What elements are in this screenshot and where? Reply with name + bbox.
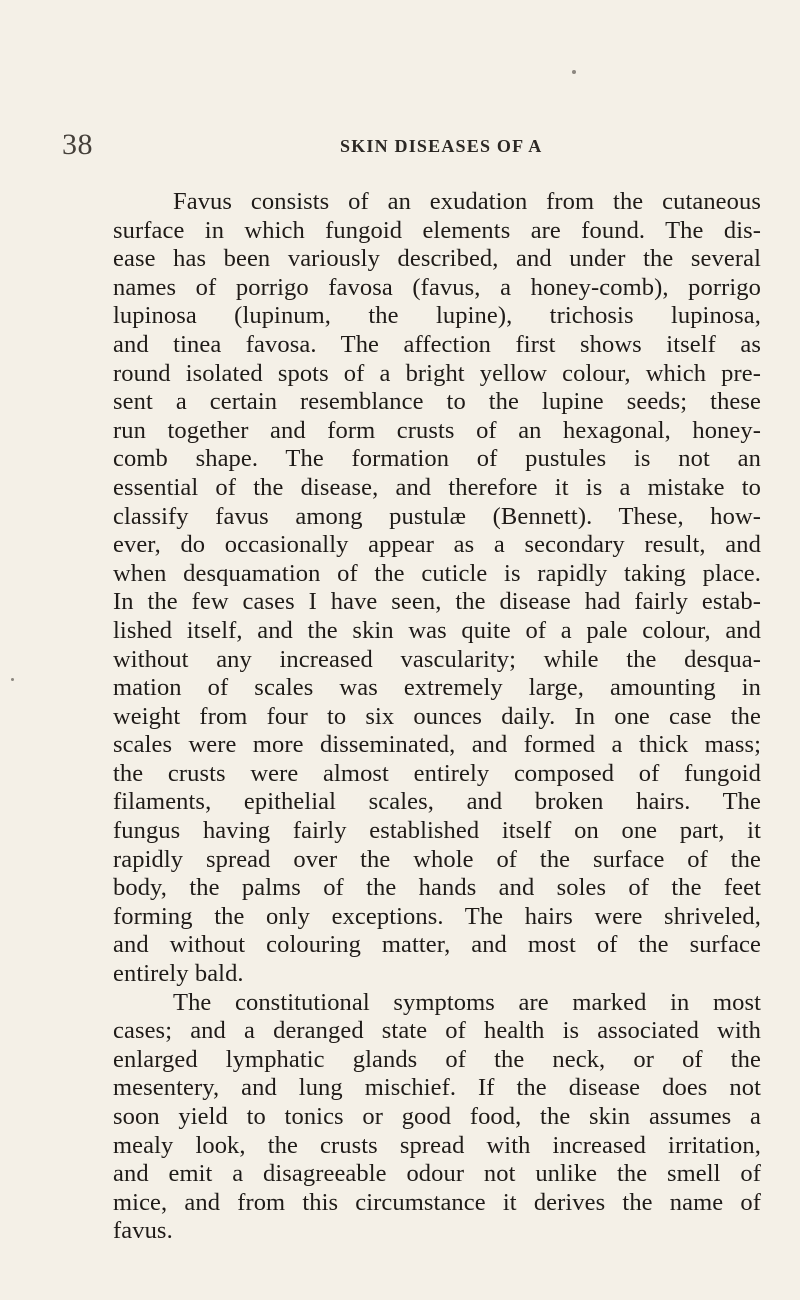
text-line: mation of scales was extremely large, amounting in [113,674,761,702]
text-line: and tinea favosa. The affection first shows itself as [113,330,761,358]
text-line: ever, do occasionally appear as a secondary result, and [113,531,761,559]
text-line: Favus consists of an exudation from the cutaneous [173,188,761,215]
text-line: mice, and from this circumstance it derives the name of [113,1188,761,1216]
text-line: soon yield to tonics or good food, the skin assumes a [113,1103,761,1130]
text-line: mealy look, the crusts spread with increased irritation, [113,1131,761,1159]
text-line: weight from four to six ounces daily. In one case the [113,702,761,730]
text-line: lupinosa (lupinum, the lupine), trichosis lupinosa, [113,302,761,330]
text-line: essential of the disease, and therefore it is a mistake to [113,473,761,501]
text-line: body, the palms of the hands and soles of the feet [113,874,761,902]
page-header [62,128,762,168]
text-line: rapidly spread over the whole of the surface of the [113,845,761,873]
running-head: SKIN DISEASES OF A [340,136,543,156]
text-line: and emit a disagreeable odour not unlike the smell of [113,1160,761,1188]
text-line: ease has been variously described, and under the several [113,245,761,273]
text-line: fungus having fairly established itself on one part, it [113,817,761,845]
text-line: without any increased vascularity; while the desqua- [113,645,761,673]
text-line: cases; and a deranged state of health is associated with [113,1017,761,1045]
text-line: entirely bald. [113,960,244,988]
main-text [113,188,761,1246]
text-line: round isolated spots of a bright yellow colour, which pre- [113,359,761,387]
text-line: enlarged lymphatic glands of the neck, or of the [113,1045,761,1073]
text-line: comb shape. The formation of pustules is not an [113,445,761,473]
text-line: sent a certain resemblance to the lupine seeds; these [113,388,761,416]
text-line: The constitutional symptoms are marked in most [173,988,761,1016]
page-number: 38 [62,128,93,161]
print-speck [11,678,14,681]
print-speck [572,70,576,74]
text-line: mesentery, and lung mischief. If the disease does not [113,1074,761,1102]
text-line: and without colouring matter, and most of the surface [113,931,761,959]
text-line: forming the only exceptions. The hairs were shriveled, [113,902,761,930]
text-line: when desquamation of the cuticle is rapidly taking place. [113,559,761,587]
text-line: In the few cases I have seen, the disease had fairly estab- [113,588,761,616]
text-line: scales were more disseminated, and formed a thick mass; [113,731,761,759]
text-line: favus. [113,1217,173,1245]
text-line: names of porrigo favosa (favus, a honey-comb), porrigo [113,273,761,301]
text-line: surface in which fungoid elements are found. The dis- [113,216,761,244]
text-line: run together and form crusts of an hexagonal, honey- [113,416,761,444]
text-line: filaments, epithelial scales, and broken hairs. The [113,788,761,816]
text-line: the crusts were almost entirely composed of fungoid [113,759,761,787]
text-line: lished itself, and the skin was quite of a pale colour, and [113,616,761,644]
text-line: classify favus among pustulæ (Bennett). These, how- [113,502,761,530]
